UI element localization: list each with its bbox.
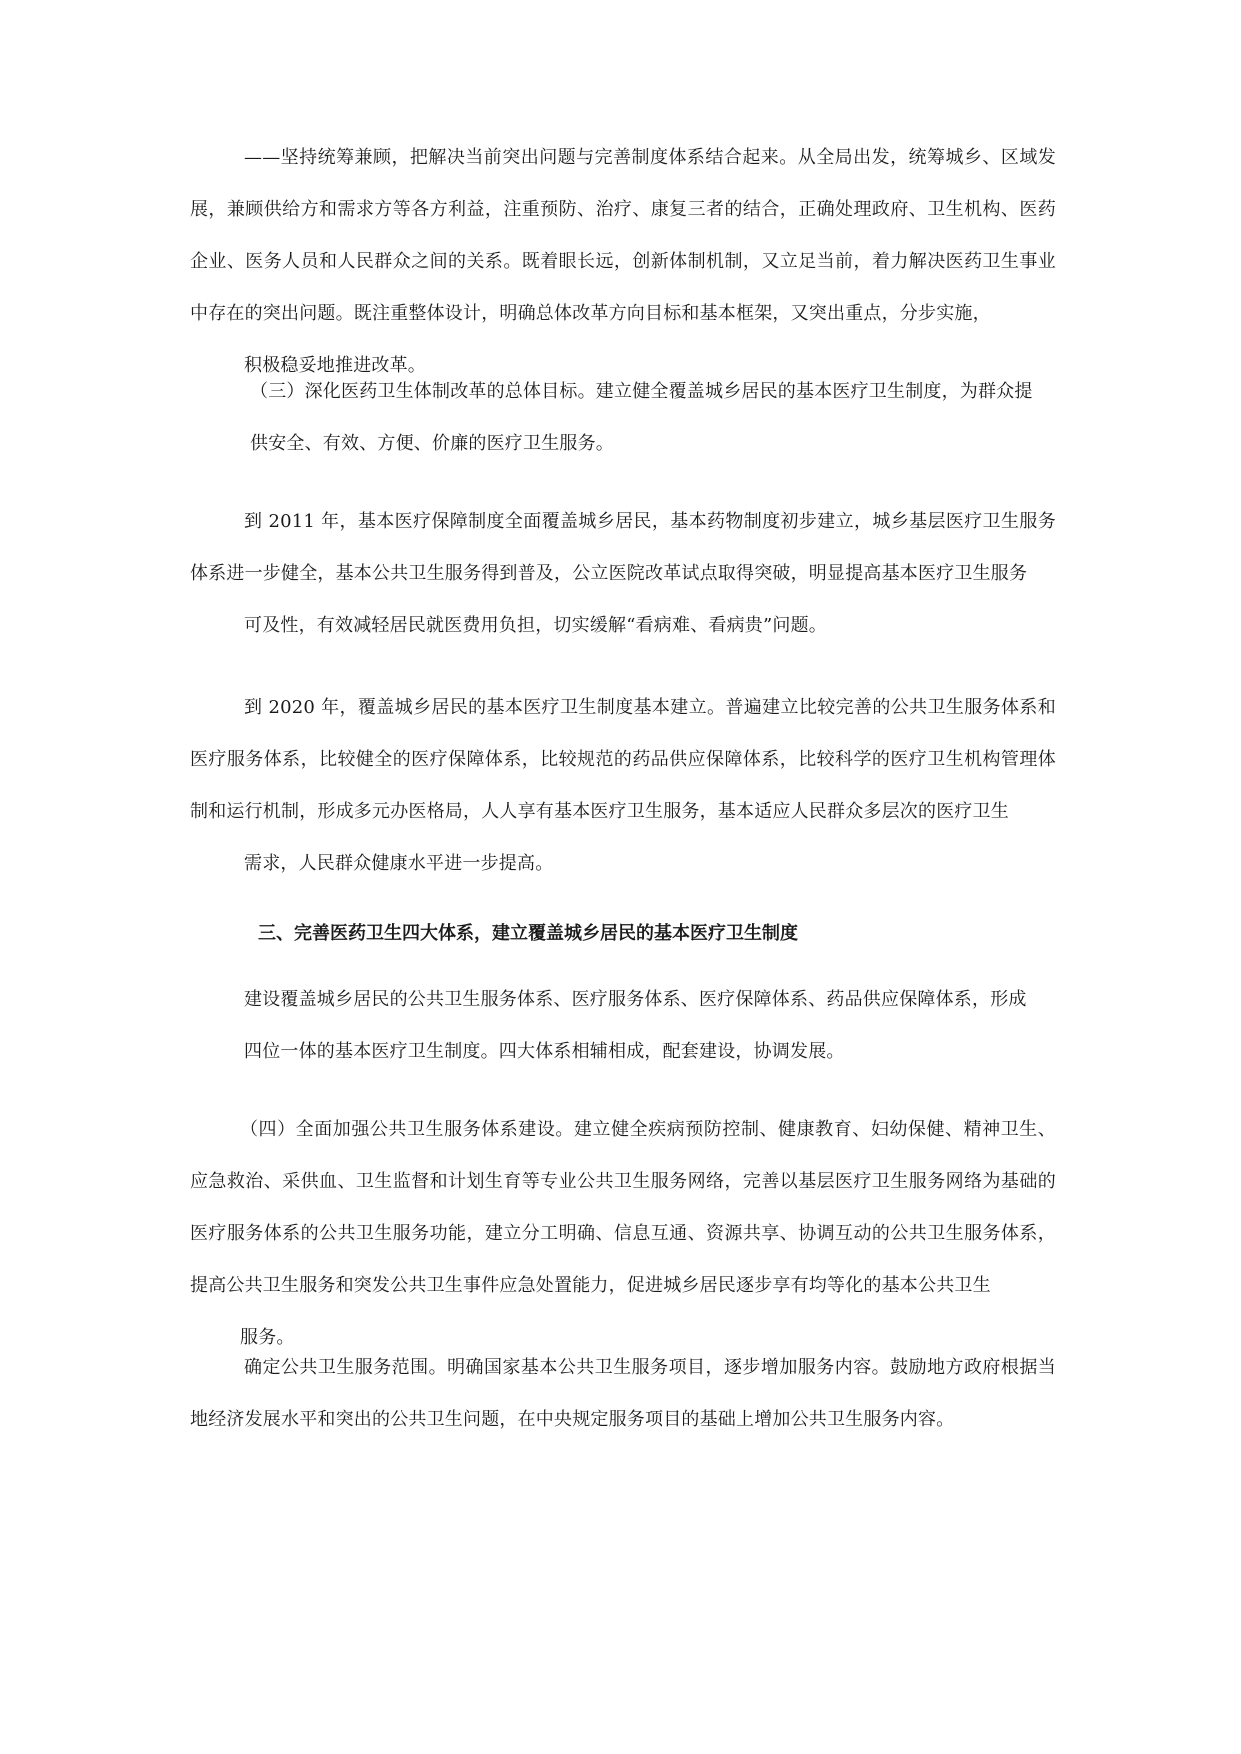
paragraph-service-scope-body: 确定公共卫生服务范围。明确国家基本公共卫生服务项目，逐步增加服务内容。鼓励地方政府根据当地经济发展水平和突出的公共卫生问题，在中央规定服务项目的基础上增加公共卫生服务内容。 [190,1357,1056,1430]
paragraph-principle-body: ——坚持统筹兼顾，把解决当前突出问题与完善制度体系结合起来。从全局出发，统筹城乡、区域发展，兼顾供给方和需求方等各方利益，注重预防、治疗、康复三者的结合，正确处理政府、卫生机构、医药企业、医务人员和人民群众之间的关系。既着眼长远，创新体制机制，又立足当前，着力解决医药卫生事业中存在的突出问题。既注重整体设计，明确总体改革方向目标和基本框架，又突出重点，分步实施， [190,147,1056,324]
paragraph-2020-goal-last-line: 需求，人民群众健康水平进一步提高。 [244,853,554,874]
paragraph-public-health-last-line: 服务。 [240,1327,295,1348]
paragraph-principle-last-line: 积极稳妥地推进改革。 [244,355,426,376]
paragraph-public-health-body: （四）全面加强公共卫生服务体系建设。建立健全疾病预防控制、健康教育、妇幼保健、精神卫生、应急救治、采供血、卫生监督和计划生育等专业公共卫生服务网络，完善以基层医疗卫生服务网络为基础的医疗服务体系的公共卫生服务功能，建立分工明确、信息互通、资源共享、协调互动的公共卫生服务体系，提高公共卫生服务和突发公共卫生事件应急处置能力，促进城乡居民逐步享有均等化的基本公共卫生 [190,1119,1056,1296]
paragraph-overall-goal-last-line: 供安全、有效、方便、价廉的医疗卫生服务。 [250,433,614,454]
paragraph-four-systems [190,974,1056,1078]
section-heading: 三、完善医药卫生四大体系，建立覆盖城乡居民的基本医疗卫生制度 [258,923,798,944]
paragraph-overall-goal-body: （三）深化医药卫生体制改革的总体目标。建立健全覆盖城乡居民的基本医疗卫生制度，为群众提 [250,381,1033,402]
paragraph-service-scope [190,1342,1056,1446]
paragraph-2011-goal-last-line: 可及性，有效减轻居民就医费用负担，切实缓解“看病难、看病贵”问题。 [244,615,828,636]
paragraph-principle [190,132,1056,392]
paragraph-public-health [190,1104,1056,1364]
paragraph-2020-goal [190,682,1056,890]
paragraph-2020-goal-body: 到 2020 年，覆盖城乡居民的基本医疗卫生制度基本建立。普遍建立比较完善的公共卫生服务体系和医疗服务体系，比较健全的医疗保障体系，比较规范的药品供应保障体系，比较科学的医疗卫生机构管理体制和运行机制，形成多元办医格局，人人享有基本医疗卫生服务，基本适应人民群众多层次的医疗卫生 [190,697,1056,822]
paragraph-four-systems-last-line: 四位一体的基本医疗卫生制度。四大体系相辅相成，配套建设，协调发展。 [244,1041,845,1062]
paragraph-2011-goal [190,496,1056,652]
paragraph-overall-goal [190,366,1056,470]
paragraph-2011-goal-body: 到 2011 年，基本医疗保障制度全面覆盖城乡居民，基本药物制度初步建立，城乡基层医疗卫生服务体系进一步健全，基本公共卫生服务得到普及，公立医院改革试点取得突破，明显提高基本医疗卫生服务 [190,511,1056,584]
paragraph-four-systems-body: 建设覆盖城乡居民的公共卫生服务体系、医疗服务体系、医疗保障体系、药品供应保障体系，形成 [244,989,1027,1010]
